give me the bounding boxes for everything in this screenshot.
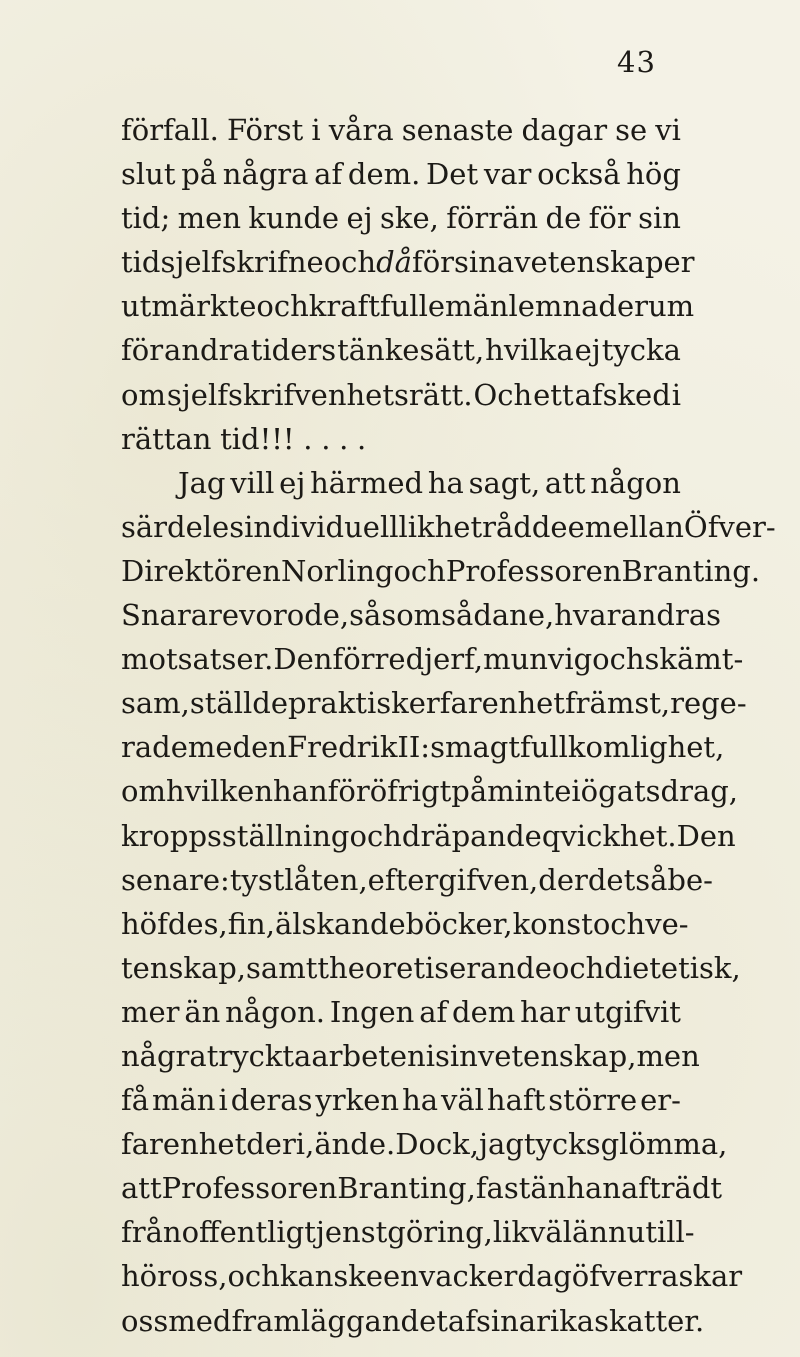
text-line: särdeles individuell likhet rådde emellan Öfver- xyxy=(121,509,776,544)
text-line: förfall. Först i våra senaste dagar se vi xyxy=(121,113,681,147)
text-line: slut på några af dem. Det var också hög xyxy=(121,157,681,192)
text-line: kroppsställning och dräpande qvickhet. Den xyxy=(121,818,736,853)
text-line: Direktören Norling och Professoren Branting. xyxy=(121,553,761,588)
text-line: rättan tid!!! . . . . xyxy=(121,421,367,456)
text-line: Snarare voro de, såsom sådane, hvarandras xyxy=(121,598,722,633)
body-text xyxy=(121,108,776,1343)
text-line: farenhet deri, än de. Dock, jag tycks glömma, xyxy=(121,1127,728,1162)
text-line: några tryckta arbeten i sin vetenskap, men xyxy=(121,1038,700,1073)
text-line: om sjelfskrifvenhetsrätt. Och ett afsked i xyxy=(121,377,681,412)
text-line: oss med framläggandet af sina rika skatter. xyxy=(121,1303,705,1338)
text-line: hör oss, och kanske en vacker dag öfverraskar xyxy=(121,1259,743,1294)
text-line: om hvilken han föröfrigt påminte i ögats drag, xyxy=(121,774,739,809)
text-line: tid; men kunde ej ske, förrän de för sin xyxy=(121,201,681,236)
text-line: för andra tiders tänkesätt, hvilka ej tycka xyxy=(121,333,681,368)
text-line: tid sjelfskrifne och då för sina vetenskaper xyxy=(121,245,695,280)
text-line: att Professoren Branting, fastän han afträdt xyxy=(121,1171,723,1206)
text-line: utmärkte och kraftfulle män lemnade rum xyxy=(121,289,695,324)
text-line: mer än någon. Ingen af dem har utgifvit xyxy=(121,994,681,1029)
page-number: 43 xyxy=(617,45,656,79)
text-line: senare: tystlåten, eftergifven, der det så be- xyxy=(121,862,713,897)
text-line: sam, ställde praktisk erfarenhet främst, rege- xyxy=(121,686,747,721)
text-line: tenskap, samt theoretiserande och dietetisk, xyxy=(121,950,741,985)
text-line: höfdes, fin, älskande böcker, konst och ve- xyxy=(121,906,689,941)
text-line: Jag vill ej härmed ha sagt, att någon xyxy=(178,465,681,500)
text-line: från offentlig tjenstgöring, likväl ännu till- xyxy=(121,1215,695,1250)
text-line: rade med en Fredrik II:s magtfullkomlighet, xyxy=(121,730,725,765)
text-line: motsatser. Den förre djerf, munvig och skämt- xyxy=(121,642,744,677)
text-line: få män i deras yrken ha väl haft större er- xyxy=(121,1083,681,1118)
